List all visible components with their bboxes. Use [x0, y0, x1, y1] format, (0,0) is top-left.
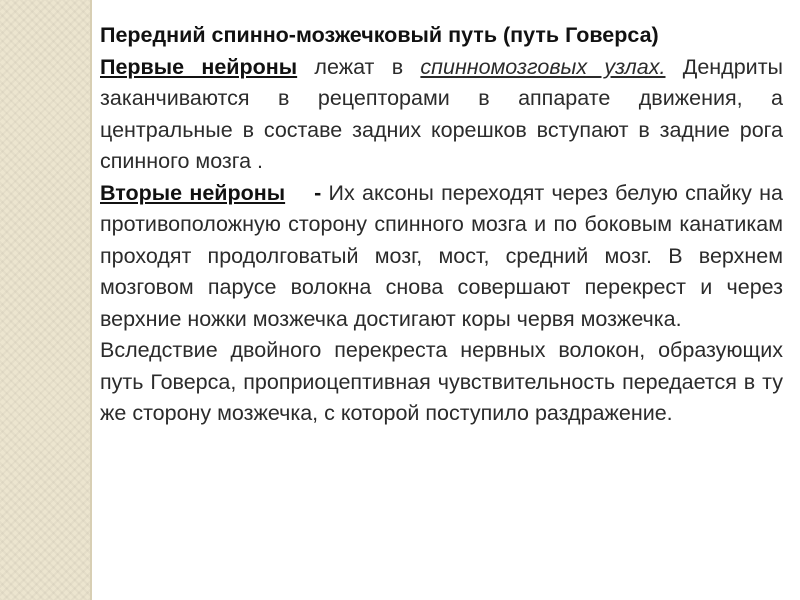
- slide-title: [100, 20, 783, 52]
- p1-text-a: лежат в: [297, 54, 421, 79]
- p1-text-b: Дендриты заканчиваются в рецепторами в аппарате движения, а центральные в составе задних корешков вступают в задние рога спинного мозга .: [100, 54, 783, 173]
- paragraph-first-neurons: [100, 52, 783, 178]
- paragraph-conclusion: Вследствие двойного перекреста нервных волокон, образующих путь Говерса, проприоцептивная чувствительность передается в ту же сторону мозжечка, с которой поступило раздражение.: [100, 338, 783, 425]
- term-spinal-ganglia: спинномозговых узлах.: [420, 54, 666, 79]
- term-second-neurons: Вторые нейроны: [100, 180, 286, 205]
- decorative-left-band: [0, 0, 90, 600]
- title-text: Передний спинно-мозжечковый путь (путь Говерса): [100, 23, 659, 47]
- term-trailing-dash: -: [285, 180, 322, 205]
- slide-content: [100, 20, 783, 430]
- paragraph-second-neurons: [100, 178, 783, 336]
- term-first-neurons: Первые нейроны: [100, 54, 298, 79]
- p2-text: Их аксоны переходят через белую спайку на противоположную сторону спинного мозга и по боковым канатикам проходят продолговатый мозг, мост, средний мозг. В верхнем мозговом парусе волокна снова совершают перекрест и через верхние ножки мозжечка достигают коры червя мозжечка.: [100, 180, 784, 331]
- band-edge-divider: [90, 0, 92, 600]
